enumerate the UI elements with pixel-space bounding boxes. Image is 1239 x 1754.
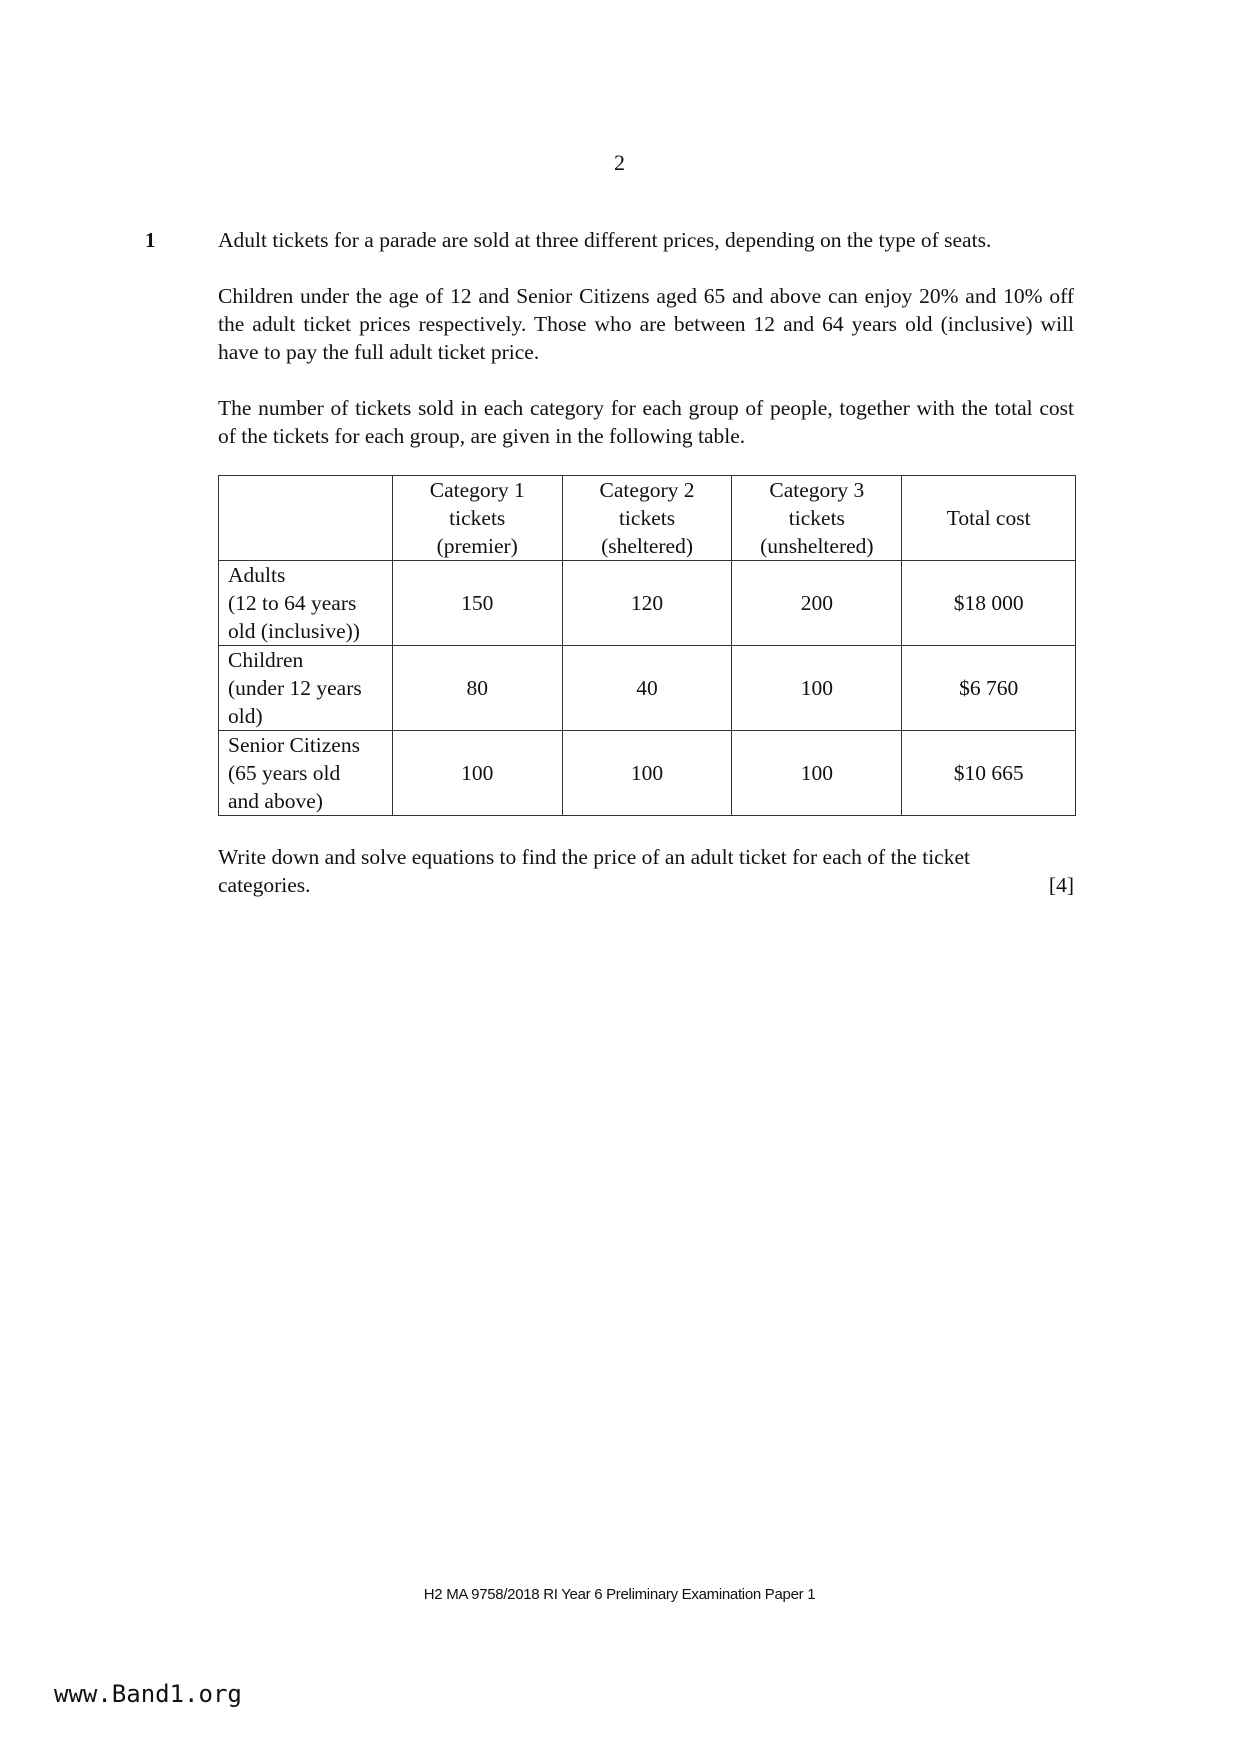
- instruction-line-2: [218, 871, 1074, 899]
- table-header-category-2: [562, 476, 732, 561]
- ticket-sales-table: [218, 475, 1076, 816]
- question-paragraph-table-intro: The number of tickets sold in each category for each group of people, together with the total cost of the tickets for each group, are given in the following table.: [218, 396, 1074, 448]
- table-header-category-1: [392, 476, 562, 561]
- cell-seniors-cat1: 100: [392, 731, 562, 816]
- paper-footer: H2 MA 9758/2018 RI Year 6 Preliminary Examination Paper 1: [423, 1586, 816, 1603]
- cell-children-cat3: 100: [732, 646, 902, 731]
- table-header-total-cost-label: Total cost: [946, 506, 1031, 530]
- table-header-row: [219, 476, 1076, 561]
- question-number: 1: [145, 228, 156, 252]
- question-paragraph-discounts: Children under the age of 12 and Senior Citizens aged 65 and above can enjoy 20% and 10% off the adult ticket prices respectively. Those who are between 12 and 64 years old (inclusive) will have to pay the full adult ticket price.: [218, 284, 1074, 364]
- table-header-category-2-label: Category 2 tickets (sheltered): [599, 478, 695, 558]
- row-label-seniors: [219, 731, 393, 816]
- row-label-seniors-text: Senior Citizens (65 years old and above): [228, 733, 360, 813]
- table-row: [219, 731, 1076, 816]
- row-label-children-text: Children (under 12 years old): [228, 648, 362, 728]
- cell-adults-cat3: 200: [732, 561, 902, 646]
- cell-seniors-cat3: 100: [732, 731, 902, 816]
- table-header-total-cost: [902, 476, 1076, 561]
- table-row: [219, 646, 1076, 731]
- cell-seniors-cat2: 100: [562, 731, 732, 816]
- question-paragraph-intro: Adult tickets for a parade are sold at three different prices, depending on the type of seats.: [218, 228, 992, 252]
- row-label-adults-text: Adults (12 to 64 years old (inclusive)): [228, 563, 360, 643]
- cell-children-cat1: 80: [392, 646, 562, 731]
- row-label-children: [219, 646, 393, 731]
- page-number: 2: [614, 150, 625, 175]
- watermark-url: www.Band1.org: [54, 1680, 242, 1708]
- marks-allocation: [4]: [1048, 873, 1074, 897]
- row-label-adults: [219, 561, 393, 646]
- instruction-line-2-text: categories.: [218, 873, 311, 897]
- table-header-category-1-label: Category 1 tickets (premier): [429, 478, 525, 558]
- table-header-category-3: [732, 476, 902, 561]
- table-row: [219, 561, 1076, 646]
- cell-seniors-total: $10 665: [902, 731, 1076, 816]
- cell-adults-total: $18 000: [902, 561, 1076, 646]
- instruction-line-1: Write down and solve equations to find the price of an adult ticket for each of the ticket: [218, 845, 970, 869]
- cell-adults-cat1: 150: [392, 561, 562, 646]
- cell-adults-cat2: 120: [562, 561, 732, 646]
- question-body: [218, 226, 1074, 899]
- cell-children-cat2: 40: [562, 646, 732, 731]
- table-header-category-3-label: Category 3 tickets (unsheltered): [760, 478, 874, 558]
- question-instruction: [218, 843, 1074, 899]
- cell-children-total: $6 760: [902, 646, 1076, 731]
- table-header-corner: [219, 476, 393, 561]
